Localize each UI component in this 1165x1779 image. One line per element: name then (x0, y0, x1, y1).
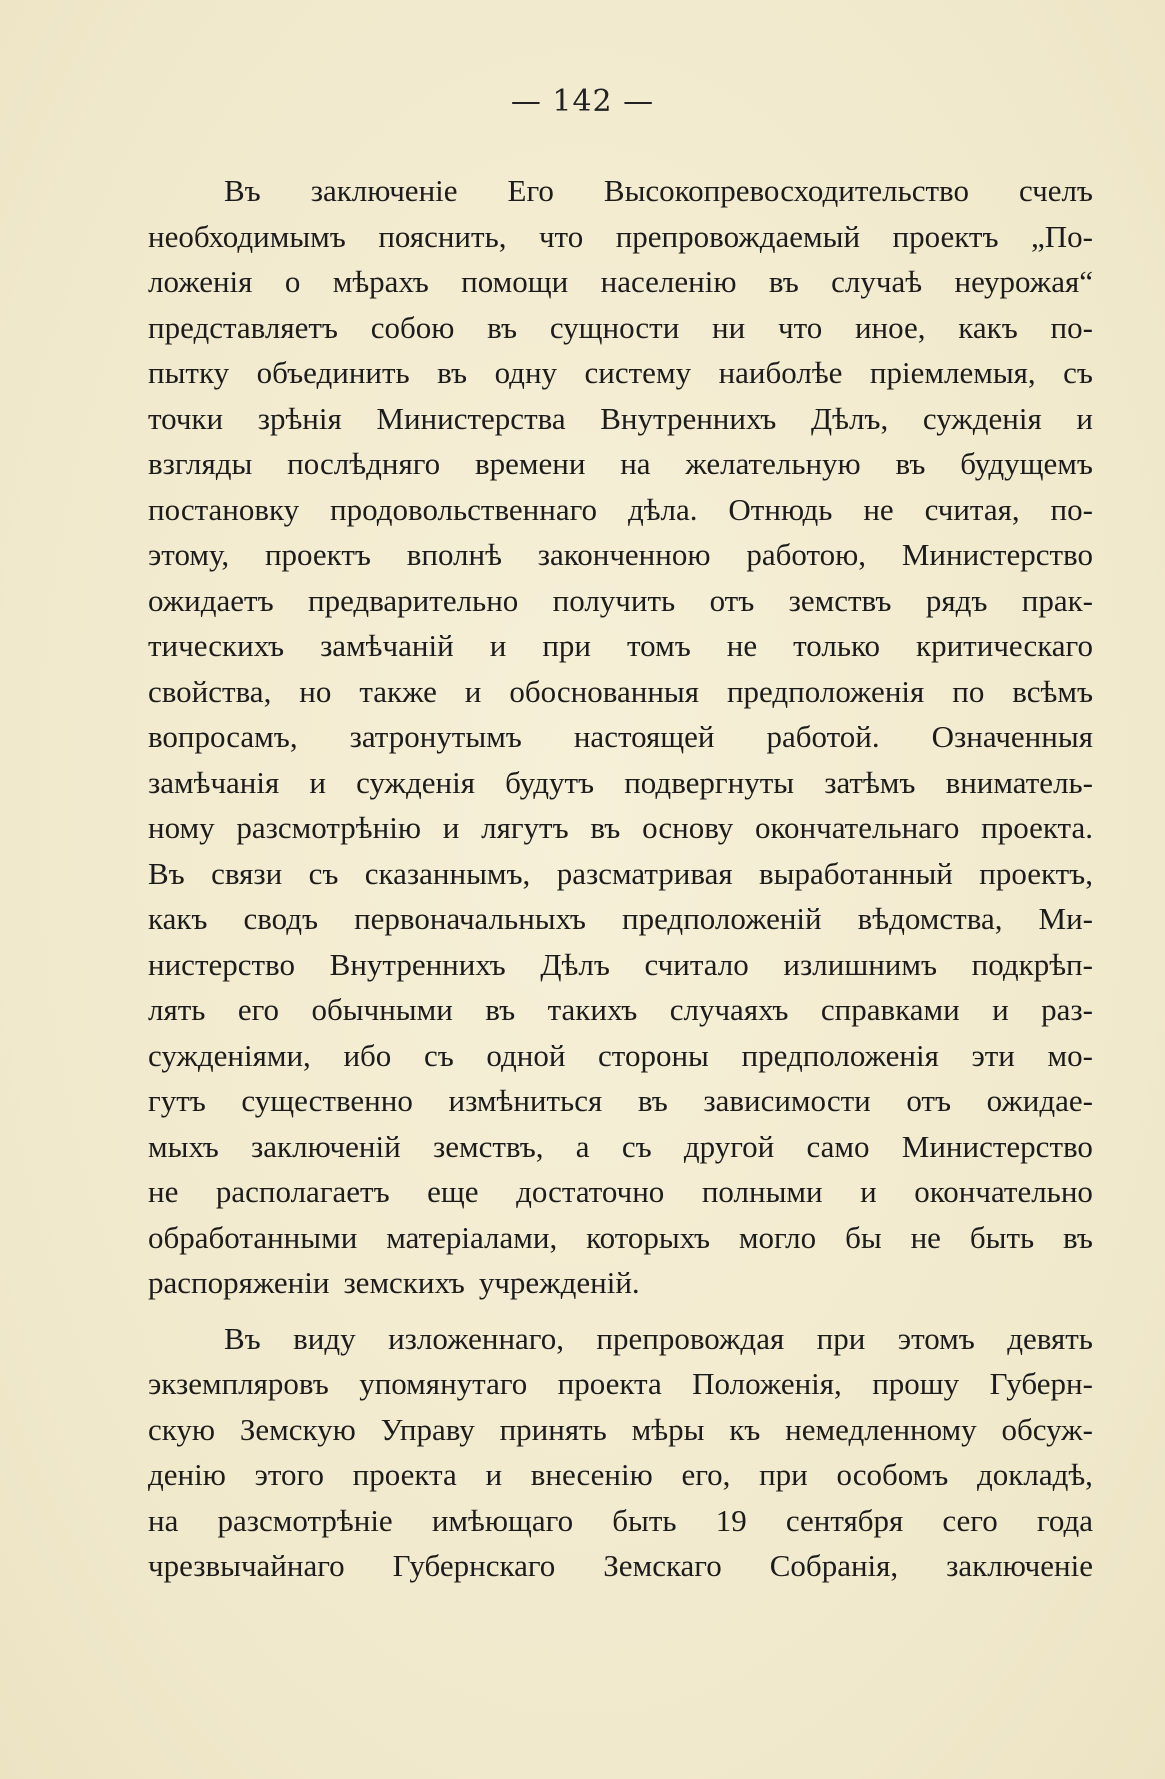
text-line: экземпляровъ упомянутаго проекта Положенія, прошу Губерн- (148, 1366, 1093, 1401)
text-line: денію этого проекта и внесенію его, при особомъ докладѣ, (148, 1457, 1093, 1492)
text-line: постановку продовольственнаго дѣла. Отнюдь не считая, по- (148, 491, 1093, 527)
text-line: сужденіями, ибо съ одной стороны предположенія эти мо- (148, 1037, 1093, 1073)
paragraph (148, 1316, 1093, 1589)
text-line: на разсмотрѣніе имѣющаго быть 19 сентября сего года (148, 1502, 1093, 1538)
text-line: этому, проектъ вполнѣ законченною работою, Министерство (148, 537, 1093, 572)
paragraph-gap (148, 1306, 1093, 1316)
text-line: замѣчанія и сужденія будутъ подвергнуты затѣмъ вниматель- (148, 764, 1093, 800)
text-line: ложенія о мѣрахъ помощи населенію въ случаѣ неурожая“ (148, 264, 1093, 299)
text-line: Въ связи съ сказаннымъ, разсматривая выработанный проектъ, (148, 855, 1093, 891)
text-line: пытку объединить въ одну систему наиболѣе пріемлемыя, съ (148, 355, 1093, 390)
text-line: необходимымъ пояснить, что препровождаемый проектъ „По- (148, 218, 1093, 254)
text-line: лять его обычными въ такихъ случаяхъ справками и раз- (148, 992, 1093, 1027)
text-line: представляетъ собою въ сущности ни что иное, какъ по- (148, 309, 1093, 345)
text-line: Въ заключеніе Его Высокопревосходительство счелъ (224, 173, 1093, 208)
text-line: взгляды послѣдняго времени на желательную въ будущемъ (148, 446, 1093, 481)
text-body (148, 168, 1093, 1589)
text-line: вопросамъ, затронутымъ настоящей работой. Означенныя (148, 719, 1093, 754)
text-line: распоряженіи земскихъ учрежденій. (148, 1265, 640, 1300)
text-line: Въ виду изложеннаго, препровождая при этомъ девять (224, 1320, 1093, 1356)
page-number: — 142 — (510, 84, 655, 119)
text-line: скую Земскую Управу принять мѣры къ немедленному обсуж- (148, 1411, 1093, 1447)
text-line: свойства, но также и обоснованныя предположенія по всѣмъ (148, 673, 1093, 709)
text-line: тическихъ замѣчаній и при томъ не только критическаго (148, 628, 1093, 663)
text-line: нистерство Внутреннихъ Дѣлъ считало излишнимъ подкрѣп- (148, 946, 1093, 982)
text-line: гутъ существенно измѣниться въ зависимости отъ ожидае- (148, 1083, 1093, 1118)
text-line: чрезвычайнаго Губернскаго Земскаго Собранія, заключеніе (148, 1548, 1093, 1583)
text-line: ожидаетъ предварительно получить отъ земствъ рядъ прак- (148, 582, 1093, 618)
text-line: какъ сводъ первоначальныхъ предположеній вѣдомства, Ми- (148, 901, 1093, 936)
text-line: точки зрѣнія Министерства Внутреннихъ Дѣлъ, сужденія и (148, 400, 1093, 436)
text-line: мыхъ заключеній земствъ, а съ другой само Министерство (148, 1128, 1093, 1164)
text-line: обработанными матеріалами, которыхъ могло бы не быть въ (148, 1219, 1093, 1255)
paragraph (148, 168, 1093, 1306)
text-line: ному разсмотрѣнію и лягутъ въ основу окончательнаго проекта. (148, 810, 1093, 845)
text-line: не располагаетъ еще достаточно полными и окончательно (148, 1174, 1093, 1209)
